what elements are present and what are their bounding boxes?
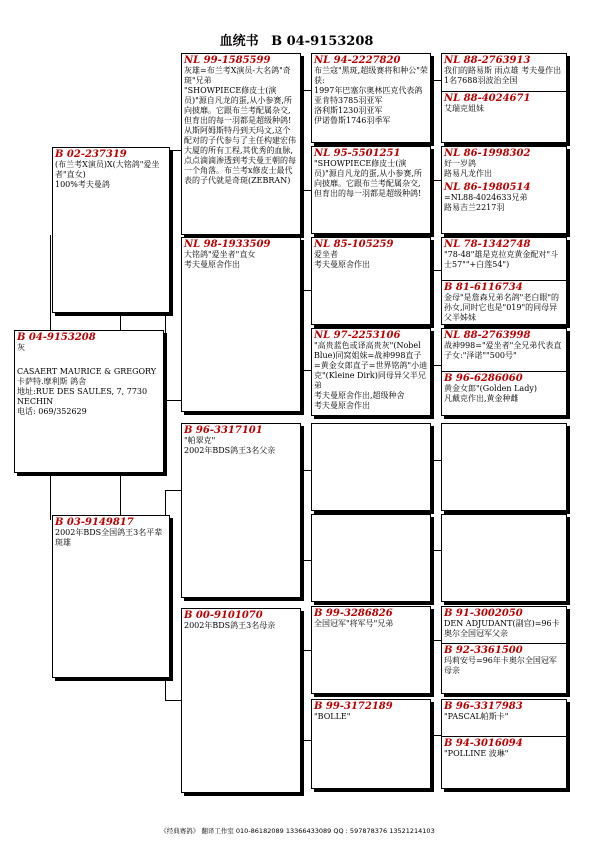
- g5-description: 好一岁鸽 路易凡龙作出: [444, 159, 492, 178]
- ddd-ring: B 99-3172189: [314, 701, 393, 712]
- sire-box: [52, 147, 170, 313]
- subject-box: [14, 330, 164, 473]
- sdd-ring: NL 97-2253106: [314, 330, 401, 341]
- ds-description: "帕翠克" 2002年BDS鸽王3名父亲: [184, 436, 276, 455]
- dds-box: [311, 606, 431, 694]
- g5-description: 玛莉安号=96年卡奥尔全国冠军母亲: [444, 656, 557, 675]
- dam-box: [52, 515, 170, 678]
- g5-description: 金母"是詹森兄弟名鸽"老白眼"的孙女,同时它也是"019"的同母异父半姊妹: [444, 293, 560, 322]
- sss-box: [311, 53, 431, 143]
- connector-line: [165, 700, 182, 701]
- g5-description: "78-48"雄是克拉克黄金配对"斗士57""+白莲54"): [444, 250, 559, 269]
- g5-box-8: [441, 699, 567, 789]
- ddd-description: "BOLLE": [314, 712, 351, 721]
- ss-box: [181, 53, 301, 235]
- g5-ring: B 94-3016094: [444, 738, 523, 749]
- g5-box-5: [441, 423, 567, 511]
- dsd-box: [311, 514, 431, 602]
- sdd-description: "高贵蓝色或译高贵灰"(Nobel Blue)同窝姐妹=战神998直子=黄金女郎直子=世界铭鸽"小迪克"(Kleine Dirk)同母异父半兄弟 考夫曼原舍作出,超级种舍 考夫曼原舍作出: [314, 341, 428, 410]
- g5-ring: B 92-3361500: [444, 645, 523, 656]
- connector-line: [120, 470, 121, 518]
- title-ring: B 04-9153208: [271, 34, 374, 49]
- ssd-description: "SHOWPIECE修皮士(演员)"源自凡龙的蛋,从小参赛,所向披靡。它跟布兰考配属杂交,但育出的每一羽都是超级种鸽!: [314, 159, 422, 198]
- g5-description: 战神998="爱坐者"全兄弟代表直子女:"泽诺""500号": [444, 341, 562, 360]
- g5-ring: B 96-6286060: [444, 373, 523, 384]
- g5-box-1: [441, 53, 567, 143]
- sdd-box: [311, 328, 431, 416]
- g5-description: =NL88-4024633兄弟 路易吉兰2217羽: [444, 193, 528, 212]
- dd-box: [181, 608, 301, 793]
- connector-line: [50, 235, 51, 330]
- ssd-ring: NL 95-5501251: [314, 148, 401, 159]
- ss-description: 灰雄=布兰考X演员-大名鸽"奇斑"兄弟 "SHOWPIECE修皮士(演员)"源自凡龙的蛋,从小参赛,所向披靡。它跟布兰考配属杂交,但育出的每一羽都是超级种鸽!从斯阿姆斯特丹到天玛文,这个配对的子代参与了主任构建宏伟大厦的所有工程,其优秀的血脉,点点滴滴渗透到考夫曼王朝的每一个角落。布兰考x修皮士最代表的子代就是奇斑(ZEBRAN): [184, 66, 296, 185]
- g5-description: "PASCAL帕斯卡": [444, 712, 509, 721]
- ddd-box: [311, 699, 431, 789]
- g5-box-6: [441, 514, 567, 602]
- sd-description: 大铭鸽"爱坐者"直女 考夫曼原舍作出: [184, 250, 256, 269]
- title-text: 血统书: [219, 34, 259, 49]
- subject-address: 地址:RUE DES SAULES, 7, 7730 NECHIN: [17, 387, 148, 406]
- sire-description: (布兰考X演员)X(大铭鸽"爱坐者"直女) 100%考夫曼鸽: [55, 160, 160, 189]
- sd-ring: NL 98-1933509: [184, 239, 271, 250]
- connector-line: [50, 470, 51, 520]
- ssd-box: [311, 146, 431, 234]
- g5-ring: NL 86-1980514: [444, 182, 531, 193]
- dd-ring: B 00-9101070: [184, 610, 263, 621]
- g5-box-3: [441, 237, 567, 325]
- connector-line: [165, 490, 182, 491]
- footer-contact: 《经典赛鸽》 翻译工作室 010-86182089 13366433089 QQ : 597878376 13521214103: [160, 827, 435, 835]
- dam-description: 2002年BDS全国鸽王3名平辈 斑雄: [55, 528, 163, 547]
- subject-phone: 电话: 069/352629: [17, 407, 87, 416]
- sds-ring: NL 85-105259: [314, 239, 394, 250]
- sss-description: 布兰寇"黑斑,超级赛将和种公"荣获: 1997年巴塞尔奥林匹克代表鸽亚肯特3785羽亚军 洛利斯1230羽亚军 伊诺鲁斯1746羽季军: [314, 66, 428, 125]
- g5-ring: B 96-3317983: [444, 701, 523, 712]
- sds-box: [311, 237, 431, 325]
- g5-ring: B 81-6116734: [444, 282, 523, 293]
- connector-line: [165, 400, 182, 401]
- page-title: [0, 30, 595, 49]
- ds-ring: B 96-3317101: [184, 425, 263, 436]
- sds-description: 爱坐者 考夫曼原舍作出: [314, 250, 370, 269]
- dds-ring: B 99-3286826: [314, 608, 393, 619]
- ss-ring: NL 99-1585599: [184, 55, 271, 66]
- g5-ring: B 91-3002050: [444, 608, 523, 619]
- dam-ring: B 03-9149817: [55, 517, 134, 528]
- subject-ring: B 04-9153208: [17, 332, 96, 343]
- g5-description: 黄金女郎"(Golden Lady) 凡戴克作出,黄金种雌: [444, 384, 537, 403]
- dds-description: 全国冠军"将军号"兄弟: [314, 619, 394, 628]
- sire-ring: B 02-237319: [55, 149, 127, 160]
- g5-description: DEN ADJUDANT(副官)=96卡奥尔全国冠军父亲: [444, 619, 560, 638]
- g5-ring: NL 88-2763913: [444, 55, 531, 66]
- dss-box: [311, 423, 431, 511]
- ds-box: [181, 423, 301, 598]
- g5-description: 我们的路易斯 雨点雄 考夫曼作出1名7688羽波治全国: [444, 66, 562, 85]
- dd-description: 2002年BDS鸽王3名母亲: [184, 621, 276, 630]
- g5-description: 艾瑞克姐妹: [444, 104, 484, 113]
- sd-box: [181, 237, 301, 412]
- g5-description: "POLLINE 波琳": [444, 749, 509, 758]
- g5-ring: NL 88-2763998: [444, 330, 531, 341]
- g5-ring: NL 86-1998302: [444, 148, 531, 159]
- g5-box-7: [441, 606, 567, 694]
- subject-breeder: CASAERT MAURICE & GREGORY 卡萨特.摩利斯 鸽舍: [17, 367, 157, 386]
- g5-box-4: [441, 328, 567, 416]
- connector-line: [170, 170, 171, 171]
- subject-color: 灰: [17, 343, 25, 352]
- g5-ring: NL 88-4024671: [444, 93, 531, 104]
- g5-ring: NL 78-1342748: [444, 239, 531, 250]
- sss-ring: NL 94-2227820: [314, 55, 401, 66]
- g5-box-2: [441, 146, 567, 234]
